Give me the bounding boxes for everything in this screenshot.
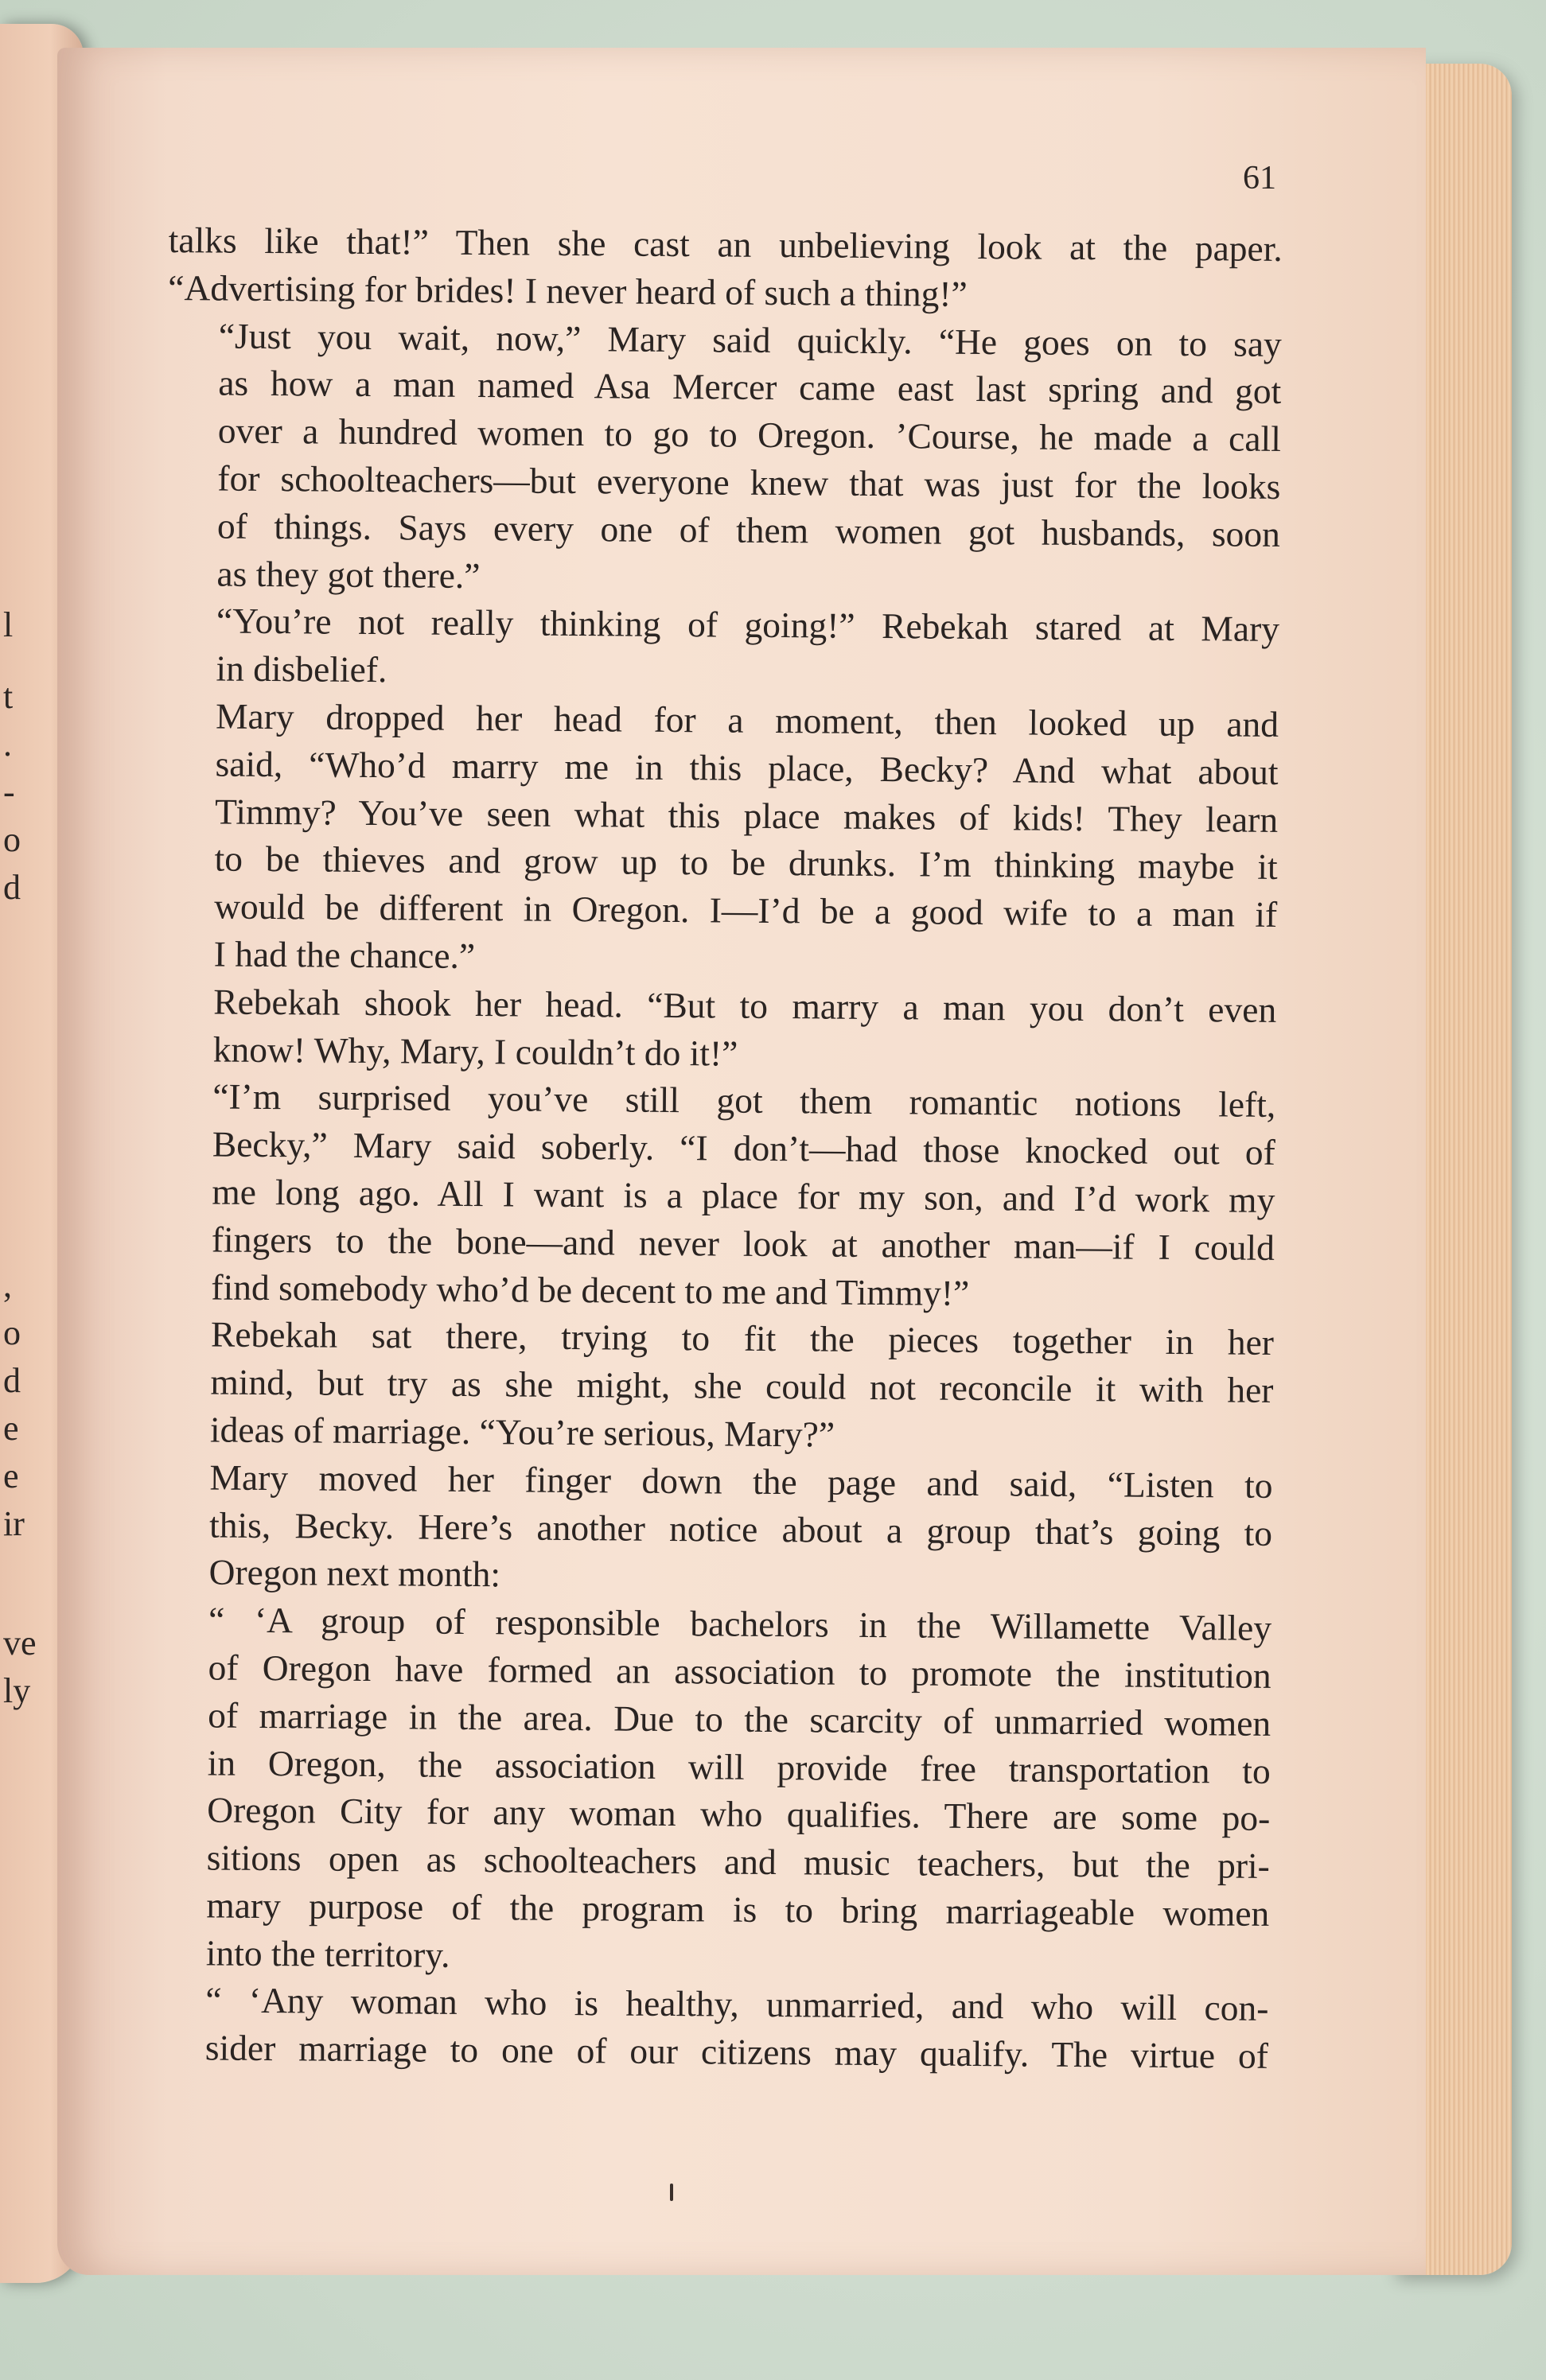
text-line: know! Why, Mary, I couldn’t do it!”: [212, 1029, 738, 1074]
text-line: “ ‘A group of responsible bachelors in the Willamette Valley: [208, 1599, 1272, 1649]
paragraph: [165, 597, 1279, 701]
text-line: talks like that!” Then she cast an unbelieving look at the paper.: [168, 219, 1283, 269]
text-line: sider marriage to one of our citizens may qualify. The virtue of: [204, 2027, 1269, 2077]
text-line: I had the chance.”: [213, 933, 476, 977]
left-fragment: d: [3, 1361, 21, 1400]
text-line: Oregon City for any woman who qualifies. There are some po-: [207, 1789, 1271, 1839]
text-line: “Advertising for brides! I never heard of such a thing!”: [168, 266, 968, 314]
left-fragment: ir: [3, 1504, 25, 1543]
paragraph: [154, 1976, 1269, 2080]
left-fragment: t: [3, 677, 14, 716]
text-line: “Just you wait, now,” Mary said quickly. “He goes on to say: [218, 315, 1282, 364]
text-line: as they got there.”: [216, 553, 481, 596]
paragraph: [166, 312, 1282, 606]
text-line: in Oregon, the association will provide free transportation to: [207, 1741, 1271, 1791]
text-line: Becky,” Mary said soberly. “I don’t—had those knocked out of: [212, 1123, 1276, 1173]
paragraph: [158, 1453, 1272, 1604]
text-line: over a hundred women to go to Oregon. ’Course, he made a call: [217, 410, 1282, 460]
text-line: for schoolteachers—but everyone knew that was just for the looks: [217, 457, 1281, 507]
left-fragment: d: [3, 868, 21, 907]
paragraph: [160, 1072, 1275, 1319]
text-line: would be different in Oregon. I—I’d be a good wife to a man if: [213, 885, 1278, 935]
text-line: Oregon next month:: [208, 1551, 501, 1595]
text-line: mind, but try as she might, she could not reconcile it with her: [210, 1361, 1274, 1411]
paragraph: [159, 1310, 1274, 1461]
text-line: in disbelief.: [216, 648, 387, 690]
text-line: into the territory.: [205, 1932, 450, 1975]
text-line: mary purpose of the program is to bring marriageable women: [206, 1884, 1270, 1934]
text-line: sitions open as schoolteachers and music teachers, but the pri-: [206, 1837, 1270, 1887]
paragraph: [168, 216, 1283, 321]
left-fragment: e: [3, 1456, 19, 1495]
page-speck: [670, 2184, 673, 2201]
paragraph: [155, 1596, 1272, 1985]
paragraph: [162, 978, 1277, 1082]
text-line: said, “Who’d marry me in this place, Becky? And what about: [215, 743, 1279, 792]
text-line: as how a man named Asa Mercer came east last spring and got: [218, 362, 1282, 412]
text-line: Mary dropped her head for a moment, then looked up and: [215, 695, 1279, 745]
text-line: of Oregon have formed an association to promote the institution: [208, 1647, 1271, 1696]
text-line: of things. Says every one of them women got husbands, soon: [216, 505, 1281, 554]
left-fragment: ve: [3, 1624, 37, 1662]
text-line: “You’re not really thinking of going!” Rebekah stared at Mary: [216, 600, 1280, 650]
text-line: “ ‘Any woman who is healthy, unmarried, and who will con-: [205, 1979, 1269, 2029]
text-line: Rebekah sat there, trying to fit the pieces together in her: [210, 1313, 1275, 1363]
left-fragment: e: [3, 1409, 19, 1448]
left-fragment: -: [3, 772, 15, 811]
text-line: ideas of marriage. “You’re serious, Mary?”: [209, 1409, 835, 1455]
text-line: Rebekah shook her head. “But to marry a man you don’t even: [213, 981, 1277, 1030]
page-text: [154, 216, 1283, 2080]
left-fragment: o: [3, 1313, 21, 1352]
text-line: of marriage in the area. Due to the scarcity of unmarried women: [208, 1694, 1271, 1744]
left-fragment: o: [3, 820, 21, 859]
paragraph: [162, 692, 1279, 986]
text-line: Timmy? You’ve seen what this place makes of kids! They learn: [214, 791, 1279, 840]
text-line: Mary moved her finger down the page and said, “Listen to: [209, 1456, 1273, 1506]
left-fragment: .: [3, 725, 12, 764]
text-line: “I’m surprised you’ve still got them romantic notions left,: [212, 1075, 1276, 1126]
text-line: fingers to the bone—and never look at another man—if I could: [211, 1219, 1275, 1268]
left-fragment: ,: [3, 1266, 12, 1305]
text-line: this, Becky. Here’s another notice about a group that’s going to: [208, 1503, 1273, 1554]
text-line: find somebody who’d be decent to me and Timmy!”: [211, 1266, 970, 1313]
text-line: me long ago. All I want is a place for my son, and I’d work my: [212, 1171, 1275, 1220]
text-line: to be thieves and grow up to be drunks. I’m thinking maybe it: [214, 838, 1278, 888]
left-fragment: l: [3, 605, 14, 644]
page-number: 61: [1243, 160, 1276, 196]
left-fragment: ly: [3, 1671, 31, 1710]
